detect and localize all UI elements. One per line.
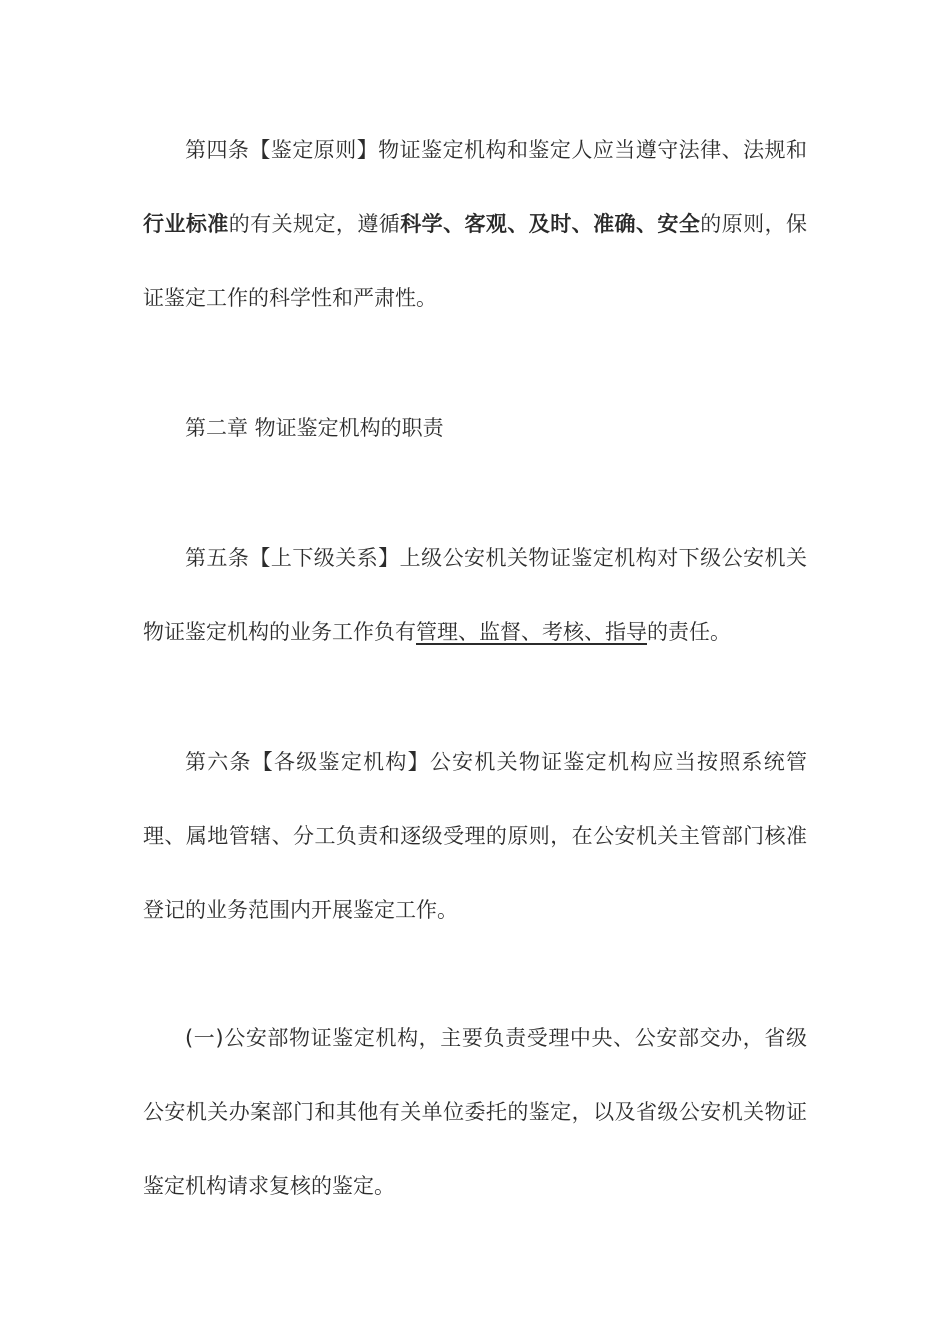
item-1-paragraph: (一)公安部物证鉴定机构，主要负责受理中央、公安部交办，省级公安机关办案部门和其他有关单位委托的鉴定，以及省级公安机关物证鉴定机构请求复核的鉴定。 [143,1026,807,1198]
paragraph-spacer [143,335,807,391]
article-4-bold-industry-standard: 行业标准 [143,212,229,236]
article-6-paragraph: 第六条【各级鉴定机构】公安机关物证鉴定机构应当按照系统管理、属地管辖、分工负责和逐级受理的原则，在公安机关主管部门核准登记的业务范围内开展鉴定工作。 [143,750,807,922]
article-5-text-1: 第五条【上下级关系】上级公安机关物证鉴定机构对下级公安机关物证鉴定机构的业务工作负有 [143,546,807,644]
article-5-text-2: 的责任。 [647,620,731,644]
article-4-text-1: 第四条【鉴定原则】物证鉴定机构和鉴定人应当遵守法律、法规和 [185,138,807,162]
chapter-2-heading: 第二章 物证鉴定机构的职责 [185,416,444,440]
paragraph-spacer [143,669,807,725]
paragraph-spacer [143,465,807,521]
article-5-paragraph [143,521,807,669]
article-4-bold-principles: 科学、客观、及时、准确、安全 [400,212,701,236]
paragraph-spacer [143,947,807,1001]
article-4-text-2: 的有关规定，遵循 [228,212,401,236]
document-body [143,113,807,1223]
article-4-text-3: 的原则，保证鉴定工作的科学性和严肃性。 [143,212,808,310]
article-4-paragraph [143,113,807,335]
article-5-underlined-duties: 管理、监督、考核、指导 [416,620,647,644]
